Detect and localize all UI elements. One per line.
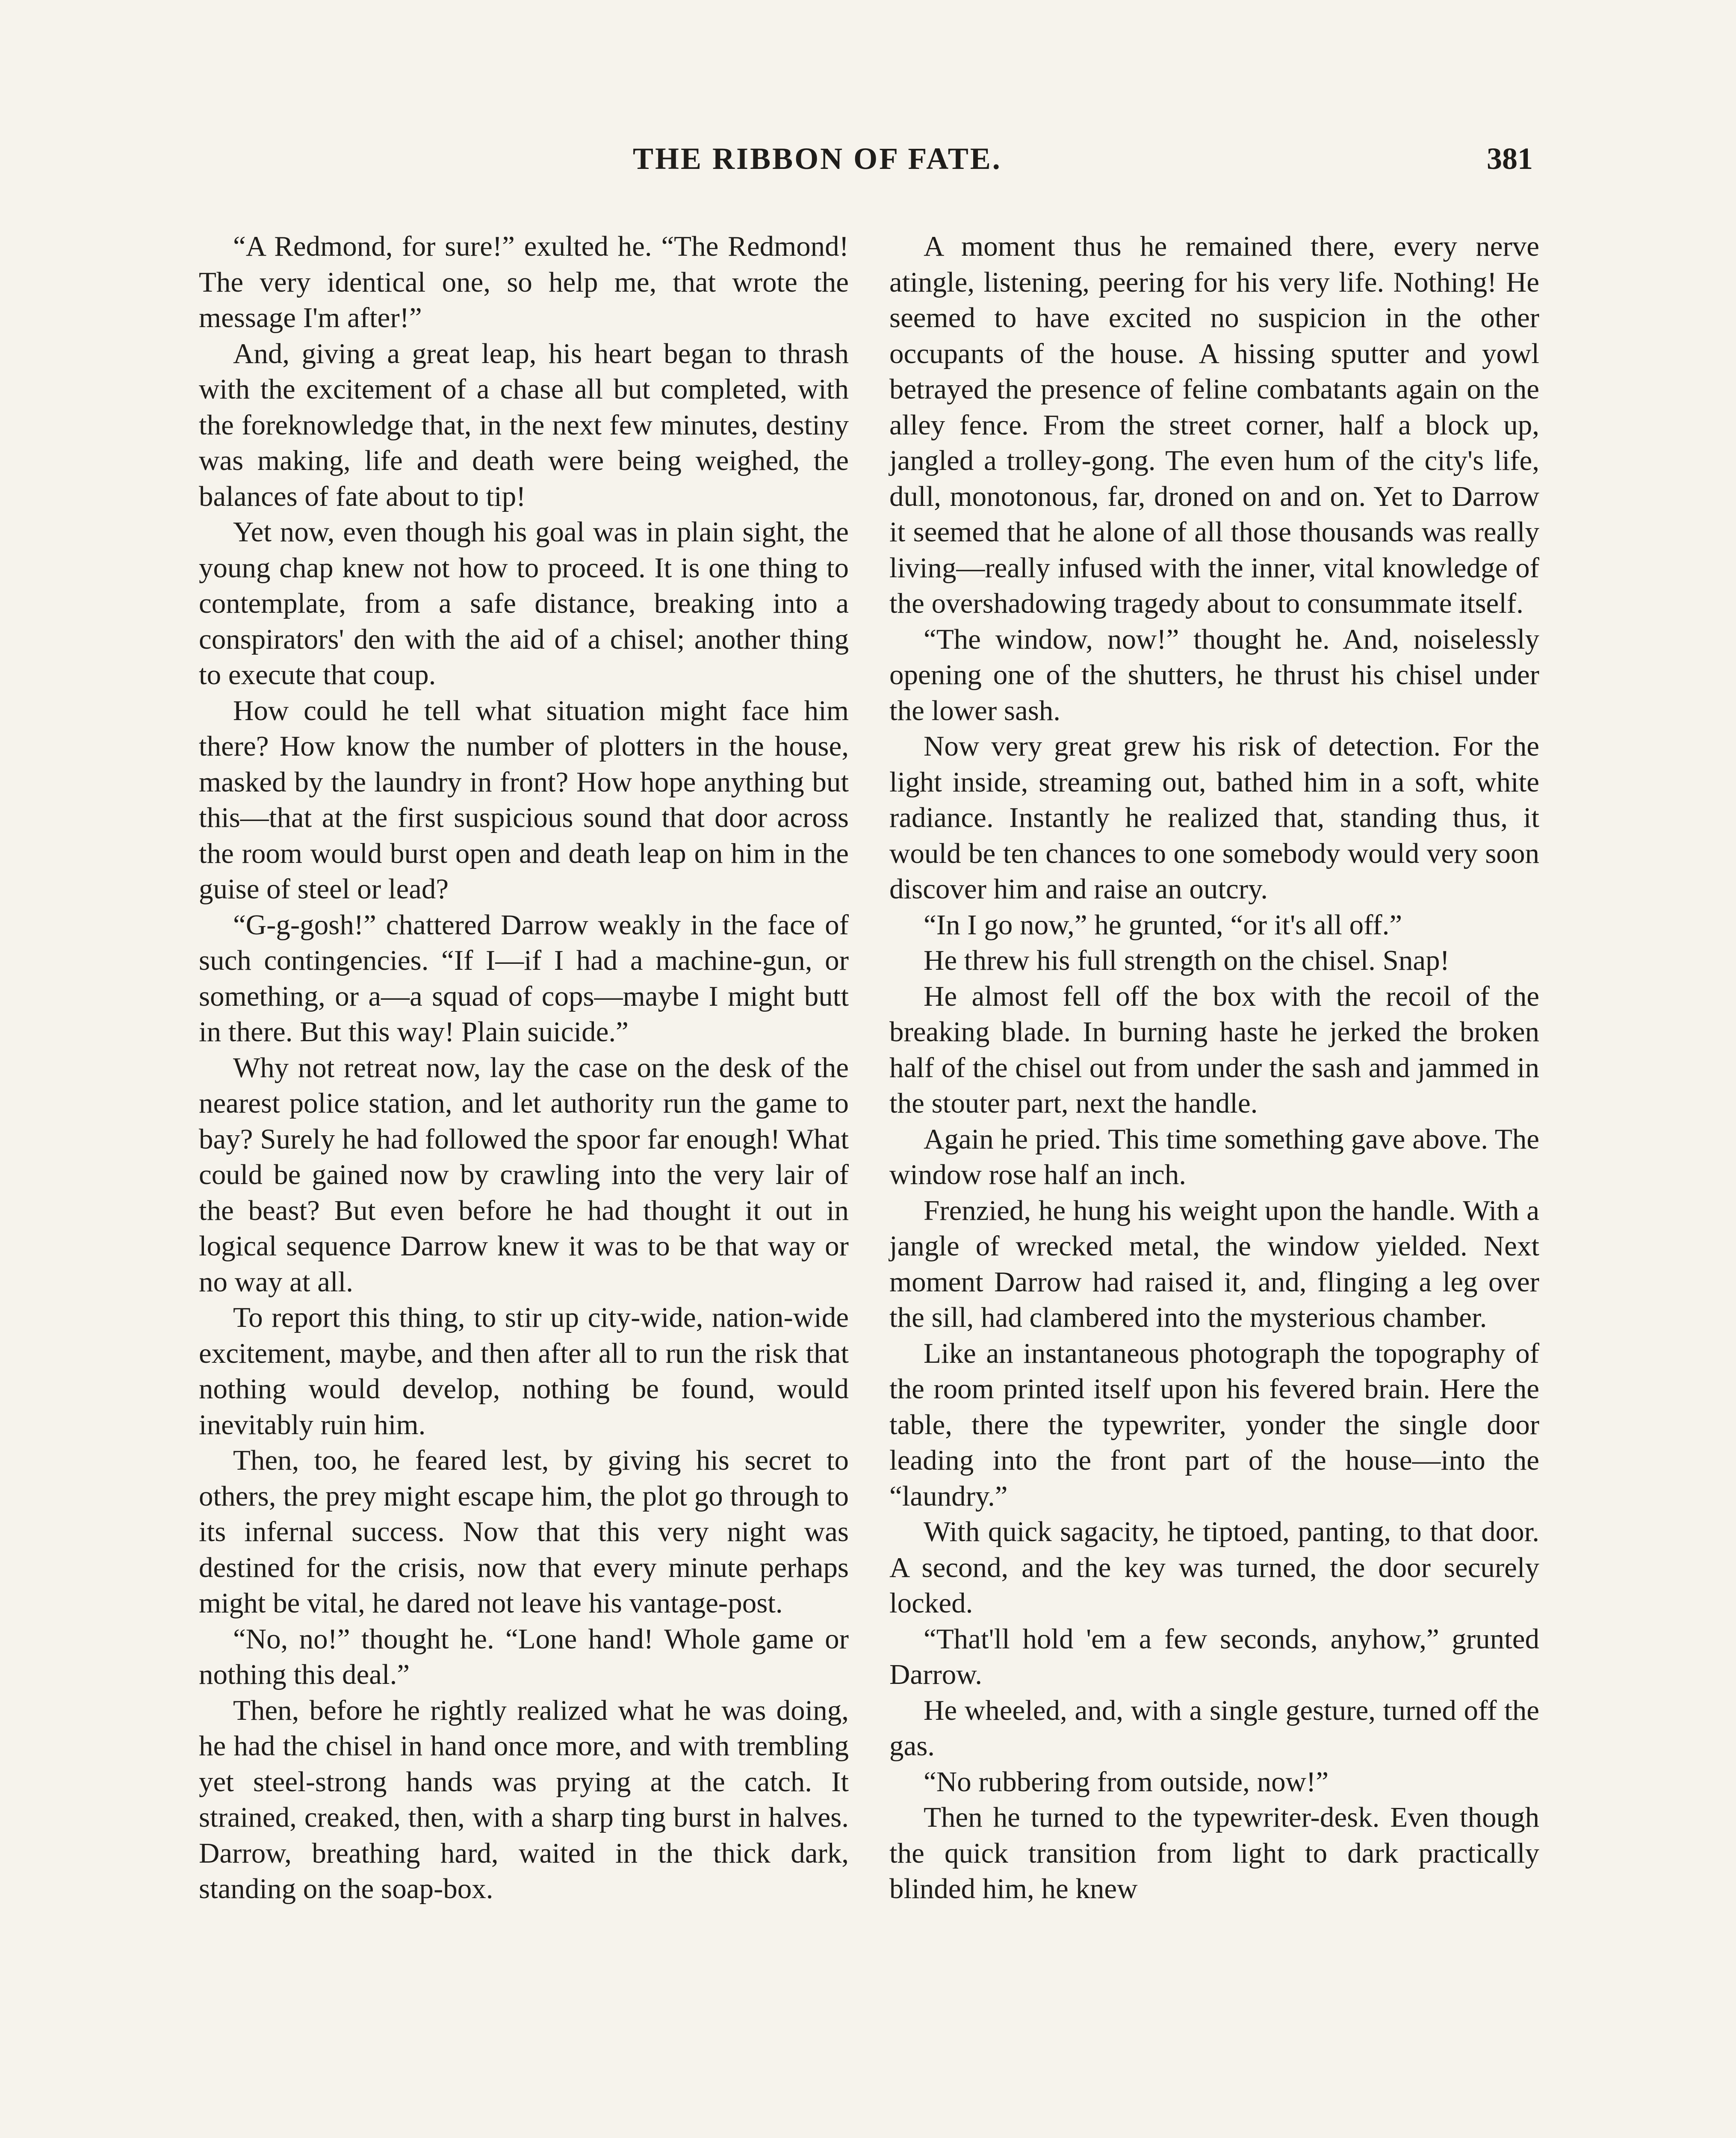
paragraph: Yet now, even though his goal was in plain sight, the young chap knew not how to proceed. It is one thing to contemplate, from a safe distance, breaking into a conspirators' den with the aid of a chisel; another thing to execute that coup. xyxy=(199,516,849,691)
paragraph: He wheeled, and, with a single gesture, turned off the gas. xyxy=(889,1694,1539,1762)
paragraph: “No rubbering from outside, now!” xyxy=(924,1766,1329,1798)
paragraph: Again he pried. This time something gave above. The window rose half an inch. xyxy=(889,1123,1539,1190)
paragraph: Then he turned to the typewriter-desk. Even though the quick transition from light to dark practically blinded him, he knew xyxy=(889,1801,1539,1905)
paragraph: “No, no!” thought he. “Lone hand! Whole game or nothing this deal.” xyxy=(199,1623,849,1690)
right-column xyxy=(889,229,1539,1907)
paragraph: To report this thing, to stir up city-wide, nation-wide excitement, maybe, and then after all to run the risk that nothing would develop, nothing be found, would inevitably ruin him. xyxy=(199,1302,849,1441)
paragraph: Then, before he rightly realized what he was doing, he had the chisel in hand once more, and with trembling yet steel-strong hands was prying at the catch. It strained, creaked, then, with a sharp ting burst in halves. Darrow, breathing hard, waited in the thick dark, standing on the soap-box. xyxy=(199,1694,849,1905)
left-column xyxy=(199,229,849,1907)
paragraph: Then, too, he feared lest, by giving his secret to others, the prey might escape him, the plot go through to its infernal success. Now that this very night was destined for the crisis, now that every minute perhaps might be vital, he dared not leave his vantage-post. xyxy=(199,1444,849,1619)
running-head: THE RIBBON OF FATE. xyxy=(633,142,1002,176)
paragraph: With quick sagacity, he tiptoed, panting, to that door. A second, and the key was turned, the door securely locked. xyxy=(889,1516,1539,1619)
paragraph: Frenzied, he hung his weight upon the handle. With a jangle of wrecked metal, the window yielded. Next moment Darrow had raised it, and, flinging a leg over the sill, had clambered into the mysterious chamber. xyxy=(889,1194,1539,1333)
paragraph: Now very great grew his risk of detection. For the light inside, streaming out, bathed him in a soft, white radiance. Instantly he realized that, standing thus, it would be ten chances to one somebody would very soon discover him and raise an outcry. xyxy=(889,730,1539,905)
paragraph: “A Redmond, for sure!” exulted he. “The Redmond! The very identical one, so help me, that wrote the message I'm after!” xyxy=(199,230,849,334)
paragraph: “In I go now,” he grunted, “or it's all off.” xyxy=(924,909,1402,941)
paragraph: “That'll hold 'em a few seconds, anyhow,” grunted Darrow. xyxy=(889,1623,1539,1690)
paragraph: How could he tell what situation might face him there? How know the number of plotters in the house, masked by the laundry in front? How hope anything but this—that at the first suspicious sound that door across the room would burst open and death leap on him in the guise of steel or lead? xyxy=(199,694,849,905)
paragraph: “G-g-gosh!” chattered Darrow weakly in the face of such contingencies. “If I—if I had a machine-gun, or something, or a—a squad of cops—maybe I might butt in there. But this way! Plain suicide.” xyxy=(199,909,849,1048)
paragraph: He threw his full strength on the chisel. Snap! xyxy=(924,945,1450,976)
paragraph: He almost fell off the box with the recoil of the breaking blade. In burning haste he jerked the broken half of the chisel out from under the sash and jammed in the stouter part, next the handle. xyxy=(889,980,1539,1119)
paragraph: Like an instantaneous photograph the topography of the room printed itself upon his fevered brain. Here the table, there the typewriter, yonder the single door leading into the front part of the house—into the “laundry.” xyxy=(889,1337,1539,1512)
paragraph: A moment thus he remained there, every nerve atingle, listening, peering for his very life. Nothing! He seemed to have excited no suspicion in the other occupants of the house. A hissing sputter and yowl betrayed the presence of feline combatants again on the alley fence. From the street corner, half a block up, jangled a trolley-gong. The even hum of the city's life, dull, monotonous, far, droned on and on. Yet to Darrow it seemed that he alone of all those thousands was really living—really infused with the inner, vital knowledge of the overshadowing tragedy about to consummate itself. xyxy=(889,230,1539,619)
page-number: 381 xyxy=(1487,142,1533,176)
paragraph: “The window, now!” thought he. And, noiselessly opening one of the shutters, he thrust his chisel under the lower sash. xyxy=(889,623,1539,726)
paragraph: Why not retreat now, lay the case on the desk of the nearest police station, and let authority run the game to bay? Surely he had followed the spoor far enough! What could be gained now by crawling into the very lair of the beast? But even before he had thought it out in logical sequence Darrow knew it was to be that way or no way at all. xyxy=(199,1051,849,1298)
paragraph: And, giving a great leap, his heart began to thrash with the excitement of a chase all but completed, with the foreknowledge that, in the next few minutes, destiny was making, life and death were being weighed, the balances of fate about to tip! xyxy=(199,337,849,512)
